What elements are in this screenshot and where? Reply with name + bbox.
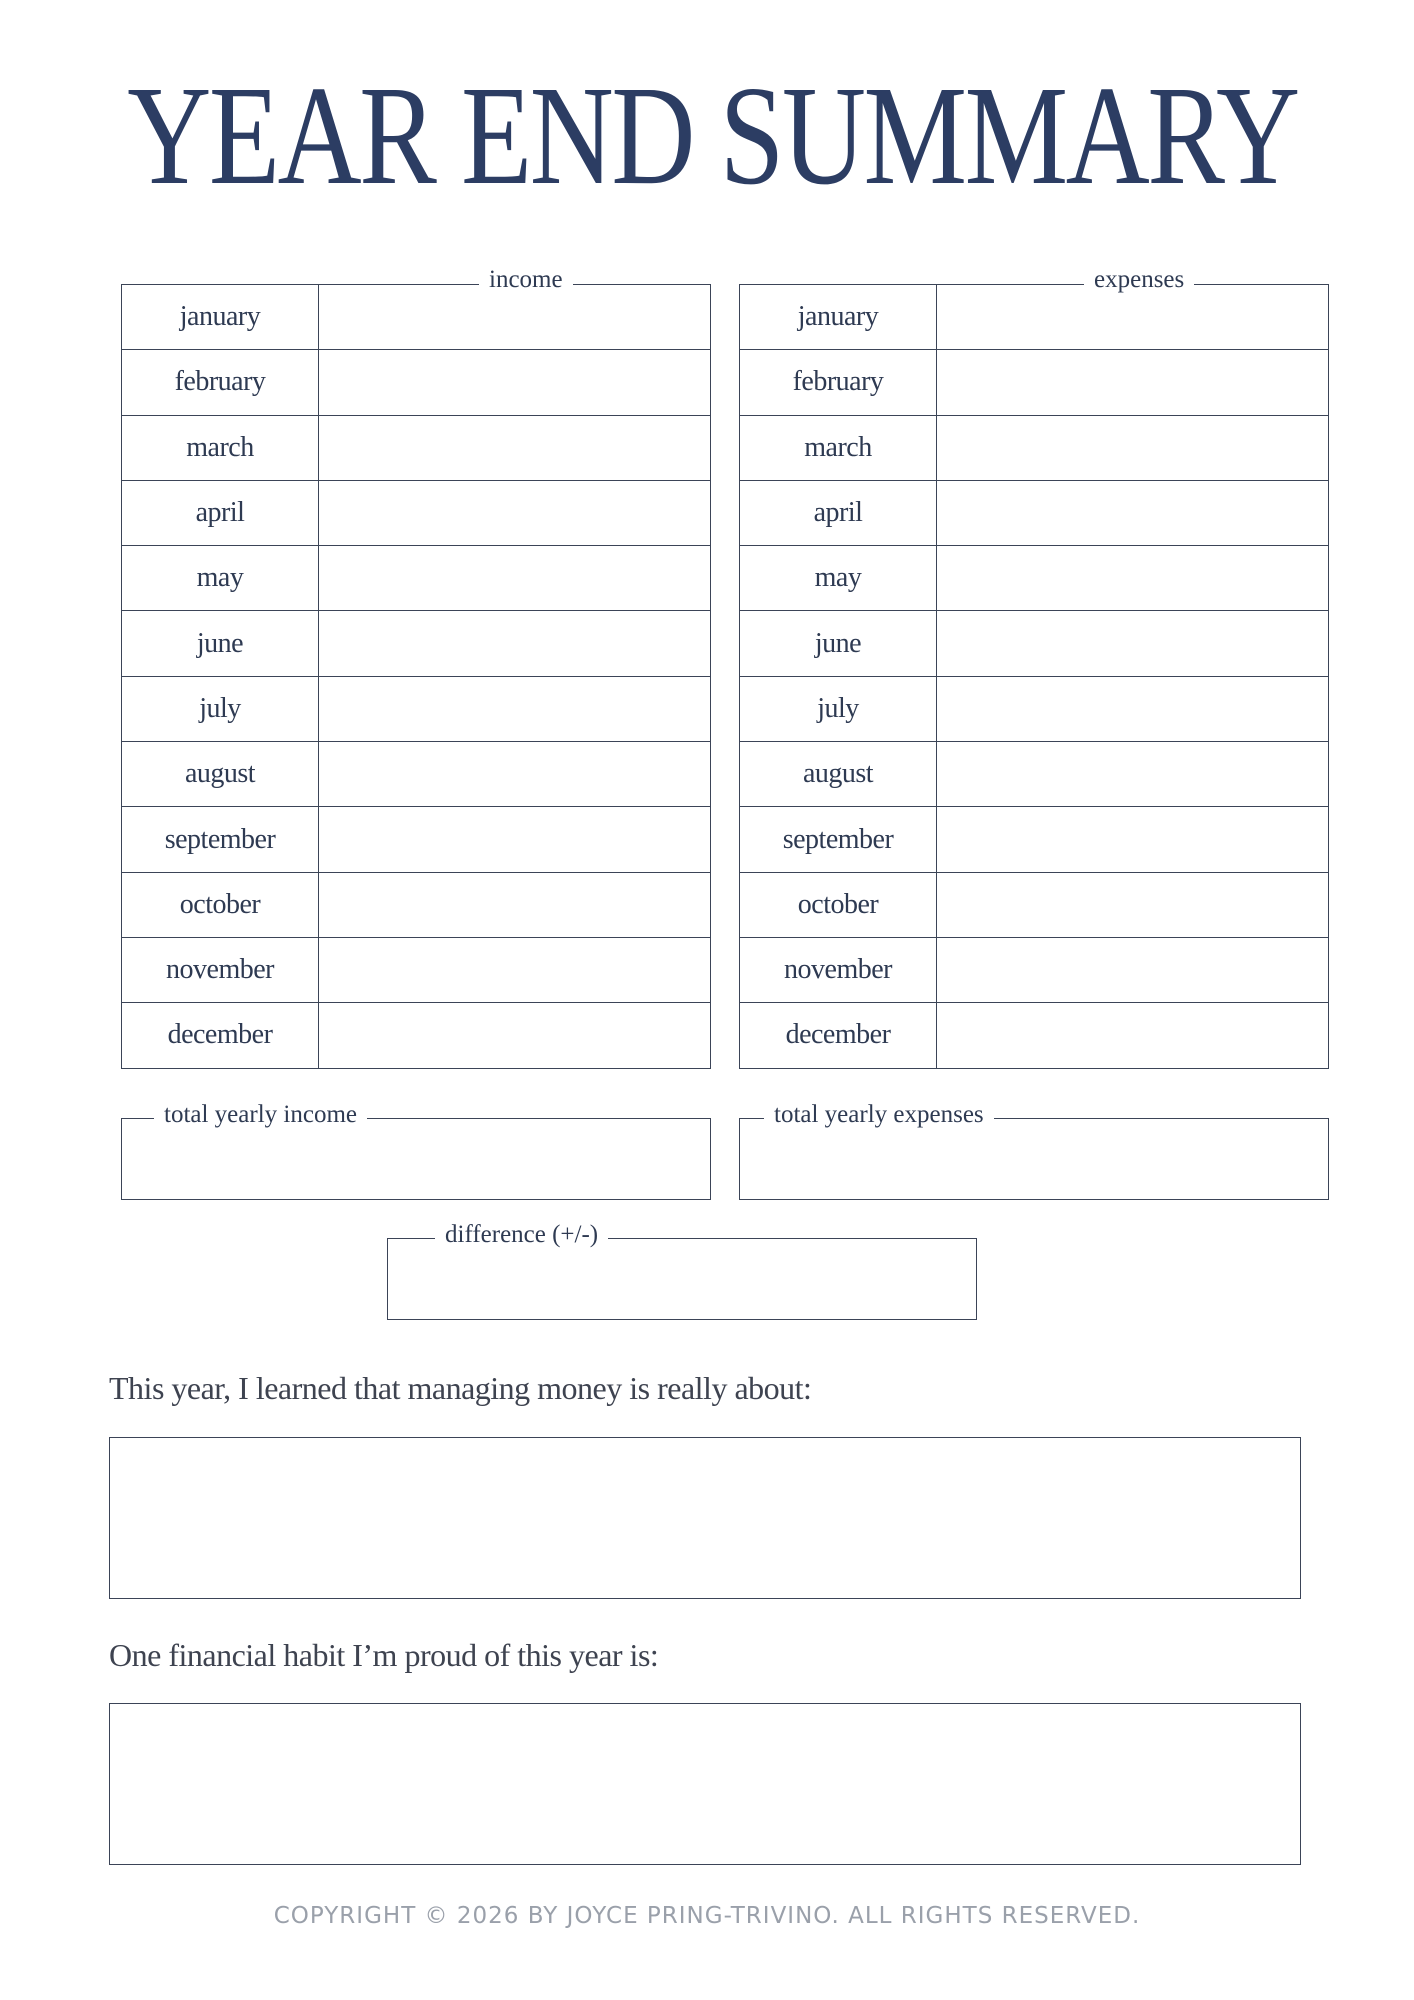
expenses-table (739, 266, 1329, 1069)
income-value-field[interactable] (319, 611, 710, 675)
total-yearly-income-label: total yearly income (154, 1100, 367, 1130)
expenses-row (740, 742, 1328, 807)
income-month-label: february (122, 350, 319, 414)
expenses-value-field[interactable] (937, 1003, 1328, 1067)
expenses-value-field[interactable] (937, 481, 1328, 545)
income-month-label: october (122, 873, 319, 937)
income-month-label: march (122, 416, 319, 480)
income-value-field[interactable] (319, 350, 710, 414)
income-month-label: january (122, 285, 319, 349)
expenses-value-field[interactable] (937, 677, 1328, 741)
income-value-field[interactable] (319, 938, 710, 1002)
expenses-value-field[interactable] (937, 807, 1328, 871)
expenses-row (740, 285, 1328, 350)
page-title: YEAR END SUMMARY (127, 56, 1298, 214)
income-value-field[interactable] (319, 807, 710, 871)
expenses-month-label: february (740, 350, 937, 414)
expenses-value-field[interactable] (937, 873, 1328, 937)
expenses-month-label: july (740, 677, 937, 741)
income-row (122, 873, 710, 938)
difference-field[interactable] (387, 1221, 977, 1320)
income-value-field[interactable] (319, 481, 710, 545)
habit-prompt: One financial habit I’m proud of this year is: (109, 1637, 659, 1673)
expenses-value-field[interactable] (937, 611, 1328, 675)
expenses-value-field[interactable] (937, 742, 1328, 806)
total-yearly-income-field[interactable] (121, 1101, 711, 1200)
income-row (122, 481, 710, 546)
total-yearly-expenses-field[interactable] (739, 1101, 1329, 1200)
income-month-label: june (122, 611, 319, 675)
difference-label: difference (+/-) (435, 1220, 608, 1250)
expenses-month-label: march (740, 416, 937, 480)
income-row (122, 350, 710, 415)
income-row (122, 807, 710, 872)
income-month-label: november (122, 938, 319, 1002)
income-table-label: income (479, 265, 573, 295)
expenses-month-label: august (740, 742, 937, 806)
expenses-row (740, 1003, 1328, 1068)
learned-answer-box[interactable] (109, 1437, 1301, 1599)
expenses-row (740, 938, 1328, 1003)
expenses-value-field[interactable] (937, 350, 1328, 414)
income-month-label: april (122, 481, 319, 545)
expenses-row (740, 416, 1328, 481)
income-month-label: july (122, 677, 319, 741)
expenses-month-label: may (740, 546, 937, 610)
income-value-field[interactable] (319, 1003, 710, 1067)
expenses-row (740, 807, 1328, 872)
income-row (122, 742, 710, 807)
learned-prompt: This year, I learned that managing money is really about: (109, 1370, 812, 1406)
income-row (122, 677, 710, 742)
income-row (122, 416, 710, 481)
income-value-field[interactable] (319, 546, 710, 610)
income-row (122, 285, 710, 350)
expenses-row (740, 546, 1328, 611)
expenses-row (740, 873, 1328, 938)
expenses-value-field[interactable] (937, 546, 1328, 610)
copyright-footer: COPYRIGHT © 2026 BY JOYCE PRING-TRIVINO. ALL RIGHTS RESERVED. (273, 1903, 1141, 1929)
income-value-field[interactable] (319, 416, 710, 480)
income-value-field[interactable] (319, 742, 710, 806)
expenses-table-label: expenses (1084, 265, 1194, 295)
income-month-label: august (122, 742, 319, 806)
expenses-row (740, 677, 1328, 742)
income-month-label: december (122, 1003, 319, 1067)
expenses-value-field[interactable] (937, 938, 1328, 1002)
income-value-field[interactable] (319, 873, 710, 937)
income-row (122, 546, 710, 611)
expenses-month-label: june (740, 611, 937, 675)
income-table (121, 266, 711, 1069)
expenses-row (740, 481, 1328, 546)
expenses-row (740, 611, 1328, 676)
total-yearly-expenses-label: total yearly expenses (764, 1100, 994, 1130)
expenses-value-field[interactable] (937, 416, 1328, 480)
expenses-month-label: september (740, 807, 937, 871)
habit-answer-box[interactable] (109, 1703, 1301, 1865)
expenses-row (740, 350, 1328, 415)
expenses-month-label: november (740, 938, 937, 1002)
income-month-label: september (122, 807, 319, 871)
expenses-month-label: december (740, 1003, 937, 1067)
expenses-month-label: april (740, 481, 937, 545)
income-row (122, 611, 710, 676)
expenses-month-label: january (740, 285, 937, 349)
income-value-field[interactable] (319, 677, 710, 741)
income-month-label: may (122, 546, 319, 610)
expenses-month-label: october (740, 873, 937, 937)
income-row (122, 938, 710, 1003)
income-row (122, 1003, 710, 1068)
